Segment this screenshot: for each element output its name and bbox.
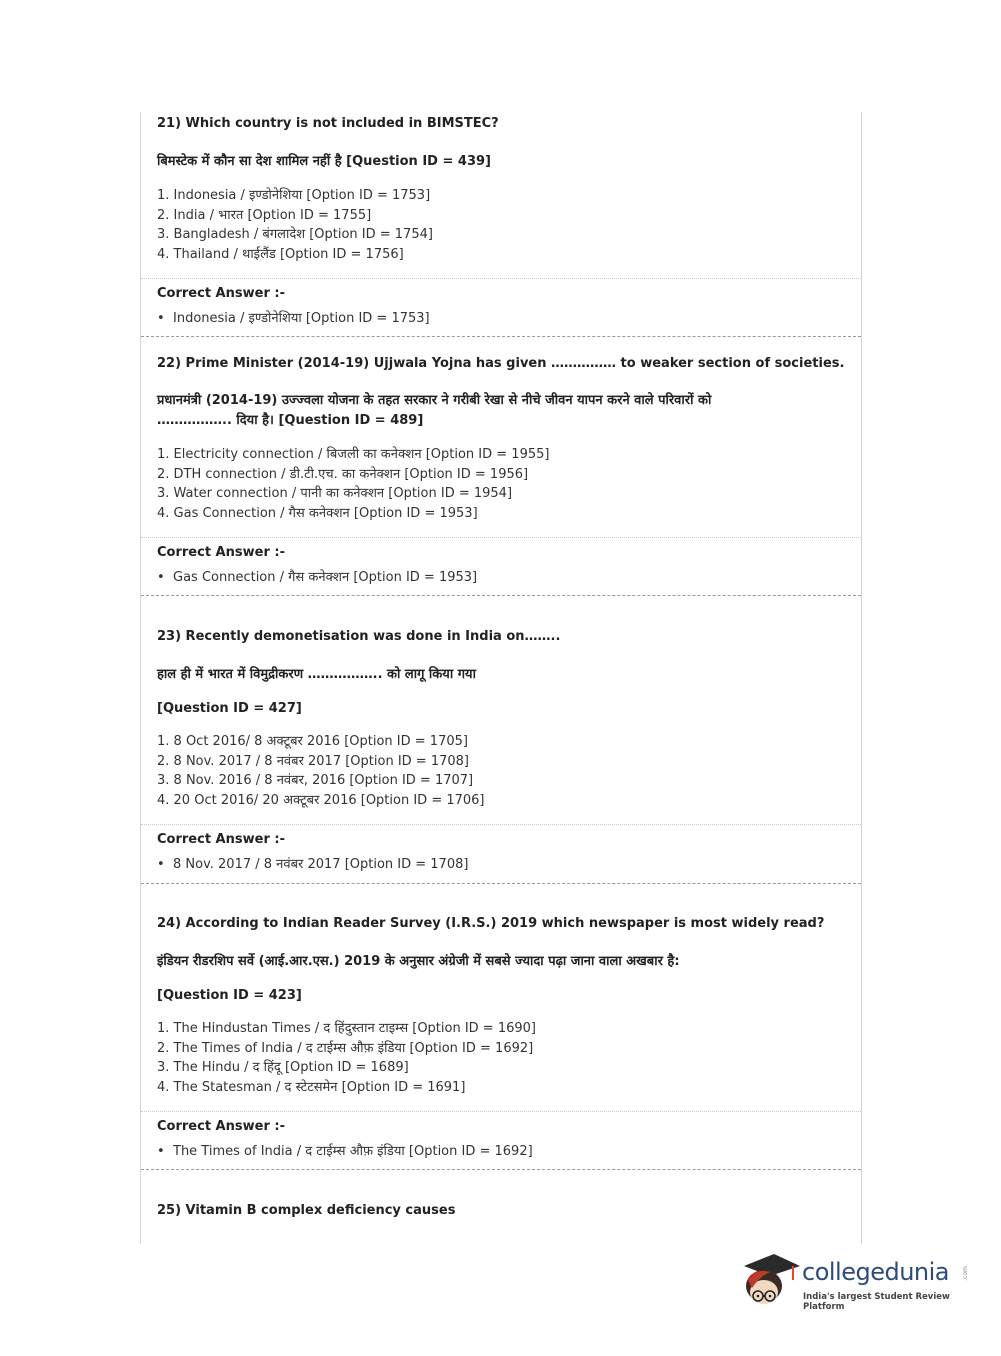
option: 1. 8 Oct 2016/ 8 अक्टूबर 2016 [Option ID = 1705] [157, 734, 468, 749]
option: 3. Water connection / पानी का कनेक्शन [Option ID = 1954] [157, 486, 513, 501]
correct-answer-label: Correct Answer :- [157, 832, 285, 847]
option: 1. Indonesia / इण्डोनेशिया [Option ID = 1753] [157, 188, 431, 203]
question-24-id: [Question ID = 423] [157, 988, 302, 1003]
question-separator [141, 883, 861, 884]
option: 4. Gas Connection / गैस कनेक्शन [Option ID = 1953] [157, 505, 478, 521]
option: 4. Thailand / थाईलैंड [Option ID = 1756] [157, 246, 404, 262]
question-23-options [157, 732, 845, 810]
question-separator [141, 1169, 861, 1170]
option: 3. The Hindu / द हिंदू [Option ID = 1689] [157, 1060, 409, 1075]
correct-answer-text: Indonesia / इण्डोनेशिया [Option ID = 1753] [173, 311, 430, 326]
option: 3. Bangladesh / बंगलादेश [Option ID = 1754] [157, 227, 433, 242]
correct-answer-label: Correct Answer :- [157, 545, 285, 560]
option: 2. DTH connection / डी.टी.एच. का कनेक्शन [Option ID = 1956] [157, 466, 529, 482]
question-23-hindi: हाल ही में भारत में विमुद्रीकरण …………….. को लागू किया गया [157, 667, 476, 682]
option: 3. 8 Nov. 2016 / 8 नवंबर, 2016 [Option ID = 1707] [157, 773, 474, 788]
option: 2. 8 Nov. 2017 / 8 नवंबर 2017 [Option ID = 1708] [157, 753, 469, 769]
correct-answer-text: Gas Connection / गैस कनेक्शन [Option ID = 1953] [173, 570, 478, 585]
divider [141, 1111, 861, 1112]
question-separator [141, 595, 861, 596]
question-21-hindi: बिमस्टेक में कौन सा देश शामिल नहीं है [Question ID = 439] [157, 154, 491, 169]
question-21-options [157, 186, 845, 264]
question-22-options [157, 445, 845, 523]
question-22-hindi-line1: प्रधानमंत्री (2014-19) उज्ज्वला योजना के तहत सरकार ने गरीबी रेखा से नीचे जीवन यापन करने वाले परिवारों को [157, 393, 712, 408]
logo-tagline: India's largest Student Review Platform [803, 1292, 950, 1312]
correct-answer-label: Correct Answer :- [157, 286, 285, 301]
option: 2. India / भारत [Option ID = 1755] [157, 207, 372, 223]
mascot-icon [740, 1250, 802, 1316]
option: 2. The Times of India / द टाईम्स औफ़ इंडिया [Option ID = 1692] [157, 1040, 534, 1056]
option: 4. The Statesman / द स्टेटसमेन [Option ID = 1691] [157, 1079, 466, 1095]
logo-suffix: .com [961, 1266, 969, 1281]
divider [141, 537, 861, 538]
correct-answer-item [157, 1141, 845, 1159]
correct-answer-text: The Times of India / द टाईम्स औफ़ इंडिया [Option ID = 1692] [173, 1144, 533, 1159]
bullet-icon: • [157, 570, 165, 585]
question-22-hindi-line2: …………….. दिया है। [Question ID = 489] [157, 413, 424, 428]
divider [141, 278, 861, 279]
correct-answer-text: 8 Nov. 2017 / 8 नवंबर 2017 [Option ID = 1708] [173, 857, 469, 872]
divider [141, 824, 861, 825]
correct-answer-label: Correct Answer :- [157, 1119, 285, 1134]
option: 4. 20 Oct 2016/ 20 अक्टूबर 2016 [Option ID = 1706] [157, 792, 485, 808]
question-24-hindi: इंडियन रीडरशिप सर्वे (आई.आर.एस.) 2019 के अनुसार अंग्रेजी में सबसे ज्यादा पढ़ा जाना वाला अखबार है: [157, 954, 680, 969]
collegedunia-logo [740, 1250, 970, 1316]
question-separator [141, 336, 861, 337]
question-24-options [157, 1019, 845, 1097]
question-22-title: 22) Prime Minister (2014-19) Ujjwala Yojna has given …………… to weaker section of societies. [157, 356, 845, 371]
correct-answer-item [157, 567, 845, 585]
bullet-icon: • [157, 857, 165, 872]
correct-answer-item [157, 308, 845, 326]
question-sheet [140, 112, 862, 1244]
bullet-icon: • [157, 311, 165, 326]
question-23-title: 23) Recently demonetisation was done in India on…….. [157, 629, 561, 644]
logo-wordmark: collegedunia [802, 1258, 950, 1286]
question-25-title: 25) Vitamin B complex deficiency causes [157, 1203, 456, 1218]
option: 1. Electricity connection / बिजली का कनेक्शन [Option ID = 1955] [157, 447, 550, 462]
question-21-title: 21) Which country is not included in BIMSTEC? [157, 116, 499, 131]
question-24-title: 24) According to Indian Reader Survey (I.R.S.) 2019 which newspaper is most widely read? [157, 916, 825, 931]
bullet-icon: • [157, 1144, 165, 1159]
option: 1. The Hindustan Times / द हिंदुस्तान टाइम्स [Option ID = 1690] [157, 1021, 536, 1036]
question-23-id: [Question ID = 427] [157, 701, 302, 716]
correct-answer-item [157, 854, 845, 872]
